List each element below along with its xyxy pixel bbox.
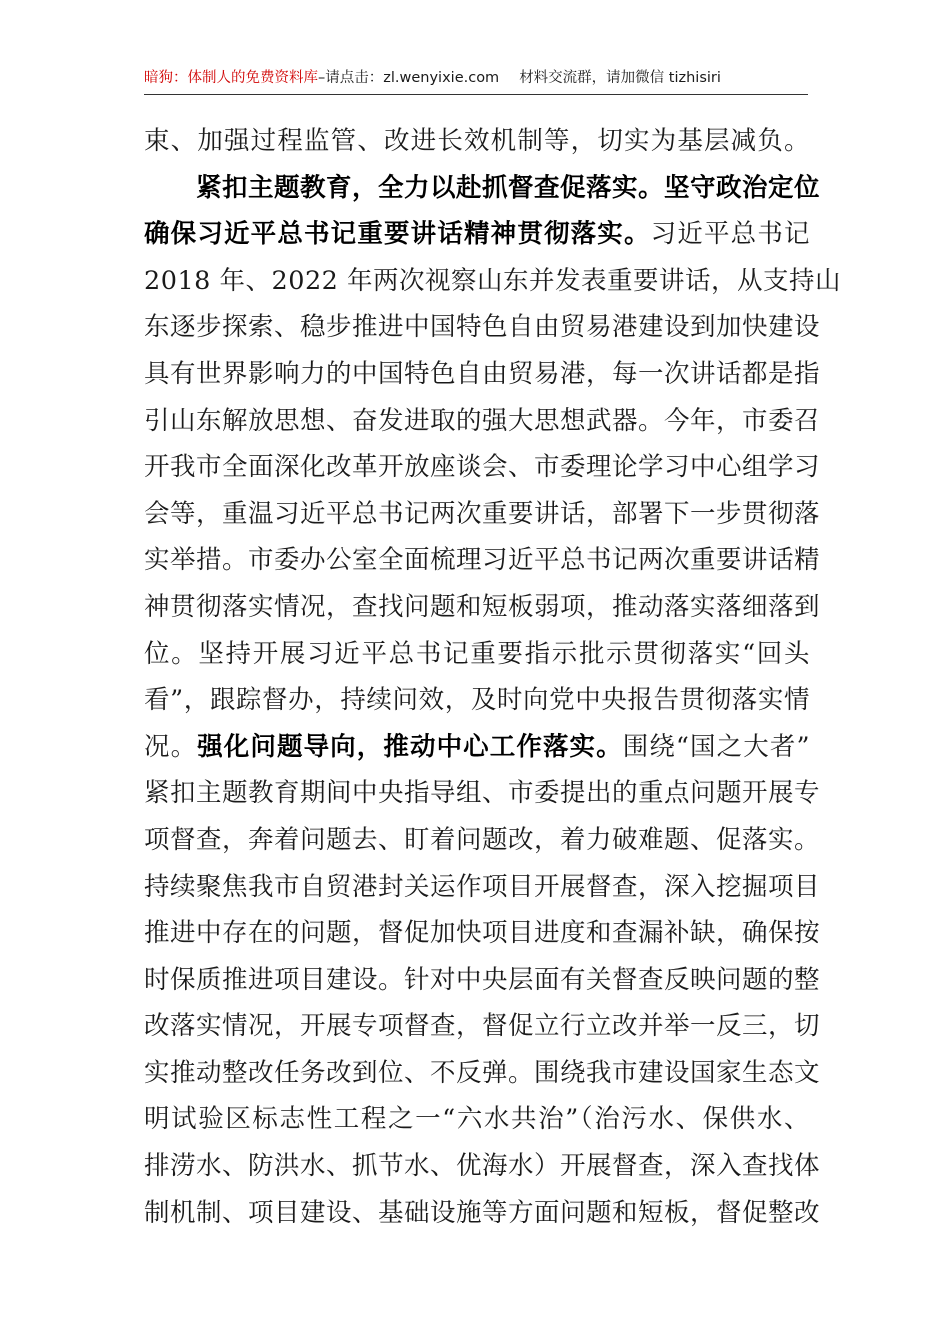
text-line: 改落实情况，开展专项督查，督促立行立改并举一反三，切	[144, 1011, 821, 1042]
text-line: 推进中存在的问题，督促加快项目进度和查漏补缺，确保按	[144, 918, 821, 949]
text-line: 具有世界影响力的中国特色自由贸易港，每一次讲话都是指	[144, 358, 821, 389]
text-line: 明试验区标志性工程之一“六水共治”（治污水、保供水、	[144, 1104, 810, 1135]
bold-heading: 紧扣主题教育，全力以赴抓督查促落实。坚守政治定位	[196, 172, 821, 203]
text-line: 会等，重温习近平总书记两次重要讲话，部署下一步贯彻落	[144, 498, 821, 529]
bold-heading: 强化问题导向，推动中心工作落实。	[197, 731, 623, 762]
text-line: 神贯彻落实情况，查找问题和短板弱项，推动落实落细落到	[144, 591, 821, 622]
header-wechat-note: 材料交流群，请加微信 tizhisiri	[519, 70, 721, 86]
text-line: 2018 年、2022 年两次视察山东并发表重要讲话，从支持山	[144, 265, 842, 296]
bold-heading: 确保习近平总书记重要讲话精神贯彻落实。	[144, 219, 651, 250]
header-click-prompt: –请点击：	[318, 70, 384, 86]
text-line: 看”，跟踪督办，持续问效，及时向党中央报告贯彻落实情	[144, 685, 810, 716]
text-line: 项督查，奔着问题去、盯着问题改，着力破难题、促落实。	[144, 824, 821, 855]
text-line: 确保习近平总书记重要讲话精神贯彻落实。习近平总书记	[144, 219, 810, 250]
text-line: 引山东解放思想、奋发进取的强大思想武器。今年，市委召	[144, 405, 821, 436]
document-body	[144, 118, 842, 1236]
text-line: 东逐步探索、稳步推进中国特色自由贸易港建设到加快建设	[144, 312, 821, 343]
text-line	[144, 165, 821, 212]
text-line: 持续聚焦我市自贸港封关运作项目开展督查，深入挖掘项目	[144, 871, 821, 902]
text-line: 束、加强过程监管、改进长效机制等，切实为基层减负。	[144, 126, 810, 156]
header-site-name: 暗狗：体制人的免费资料库	[144, 70, 318, 86]
text-line: 时保质推进项目建设。针对中央层面有关督查反映问题的整	[144, 964, 821, 995]
page-header	[144, 62, 808, 95]
text-line: 实举措。市委办公室全面梳理习近平总书记两次重要讲话精	[144, 545, 821, 576]
text-line: 制机制、项目建设、基础设施等方面问题和短板，督促整改	[144, 1197, 821, 1228]
text-line: 况。强化问题导向，推动中心工作落实。围绕“国之大者”	[144, 731, 810, 762]
text-line: 紧扣主题教育期间中央指导组、市委提出的重点问题开展专	[144, 778, 821, 809]
text-line: 排涝水、防洪水、抓节水、优海水）开展督查，深入查找体	[144, 1151, 821, 1182]
text-line: 位。坚持开展习近平总书记重要指示批示贯彻落实“回头	[144, 638, 810, 669]
text-line: 开我市全面深化改革开放座谈会、市委理论学习中心组学习	[144, 452, 821, 483]
header-url-link[interactable]: zl.wenyixie.com	[383, 70, 500, 86]
text-line: 实推动整改任务改到位、不反弹。围绕我市建设国家生态文	[144, 1057, 821, 1088]
